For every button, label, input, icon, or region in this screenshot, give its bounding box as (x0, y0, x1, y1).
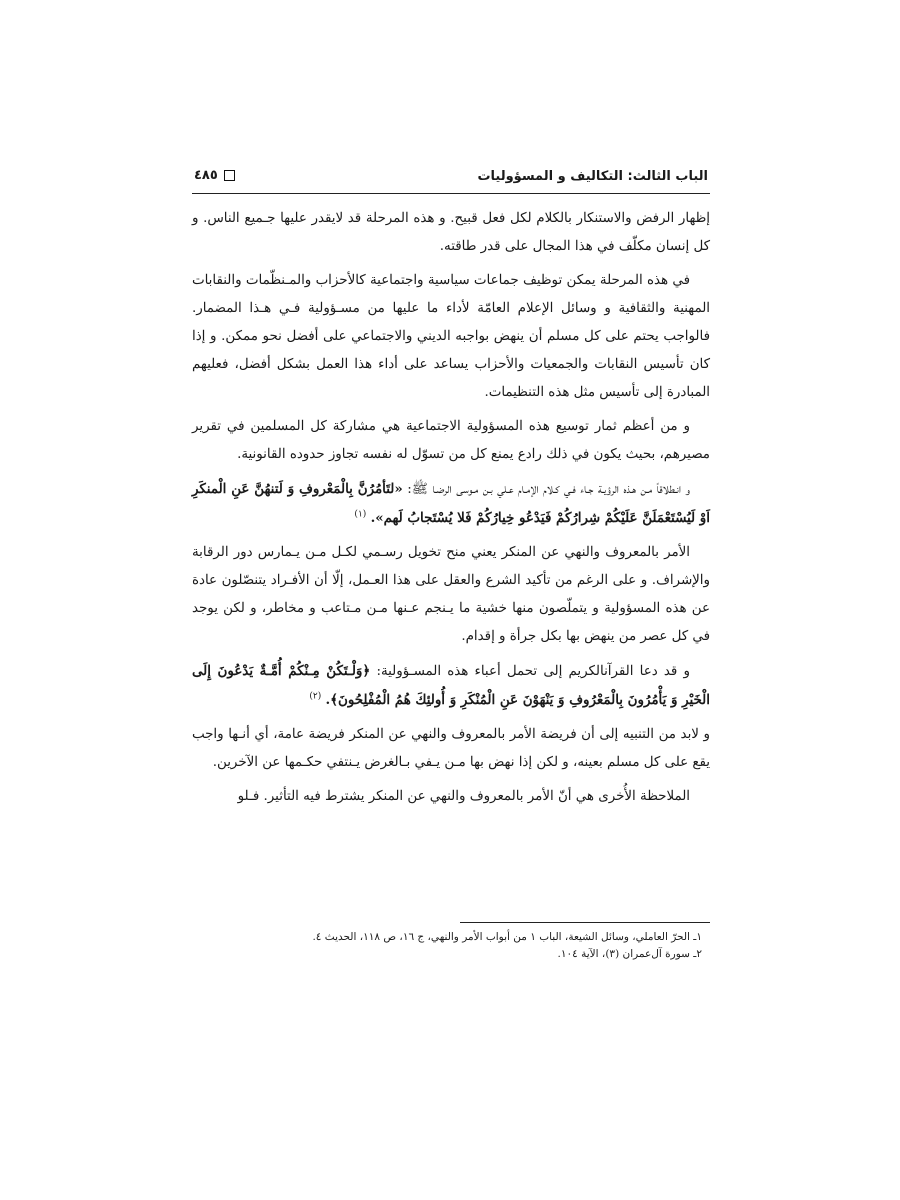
chapter-title: الباب الثالث: التكاليف و المسؤوليات (477, 169, 708, 184)
page-number: ٤٨٥ (194, 168, 218, 183)
footnote-ref: (٢) (309, 691, 322, 702)
paragraph: الملاحظة الأُخرى هي أنّ الأمر بالمعروف والنهي عن المنكر يشترط فيه التأثير. فـلو (237, 789, 690, 804)
hadith-quote: «لتَأمُرُنَّ بِالْمَعْروفِ وَ لَتنهُنَّ عَنِ الْمنكَرِ اَوْ لَيُسْتَعْمَلَنَّ عَلَيْكُمْ شِرارُكُمْ فَيَدْعُو خِيارُكُمْ فَلا يُسْتَجابُ لَهم». (192, 481, 710, 526)
quran-intro: و قد دعا القرآنالكريم إلى تحمل أعباء هذه المسـؤولية: (376, 664, 690, 679)
paragraph: و من أعظم ثمار توسيع هذه المسؤولية الاجتماعية هي مشاركة كل المسلمين في تقرير مصيرهم، بحيث يكون في ذلك رادع يمنع كل من تسوّل له نفسه تجاوز حدوده القانونية. (192, 419, 710, 462)
page-number-group (194, 168, 235, 183)
paragraph: إظهار الرفض والاستنكار بالكلام لكل فعل قبيح. و هذه المرحلة قد لايقدر عليها جـميع الناس. و كل إنسان مكلّف في هذا المجال على قدر طاقته. (192, 211, 710, 254)
paragraph: و لابد من التنبيه إلى أن فريضة الأمر بالمعروف والنهي عن المنكر فريضة عامة، أي أنـها واجب يقع على كل مسلم بعينه، و لكن إذا نهض بها مـن يـفي بـالغرض يـنتفي حكـمها عن الآخرين. (192, 727, 710, 770)
footnote-divider (460, 922, 710, 923)
quran-verse: ﴿وَلْـتَكُنْ مِـنْكُمْ أُمَّـةٌ يَدْعُونَ إِلَى الْخَيْرِ وَ يَأْمُرُونَ بِالْمَعْرُوفِ وَ يَنْهَوْنَ عَنِ الْمُنْكَرِ وَ أُولئِكَ هُمُ الْمُفْلِحُونَ﴾. (192, 663, 710, 708)
square-icon (224, 170, 235, 181)
main-text (192, 205, 710, 817)
quran-paragraph (192, 657, 710, 715)
footnote: ٢ـ سورة آل‌عمران (٣)، الآية ١٠٤. (557, 948, 702, 960)
footnotes (192, 922, 710, 963)
quote-intro: و انـطلاقاً مـن هـذه الرؤيـة جـاء فـي كـلام الإمـام عـلي بـن مـوسى الرضـا ﷺ: (407, 482, 691, 497)
quote-paragraph (192, 475, 710, 533)
page-header (192, 163, 710, 194)
paragraph: الأمر بالمعروف والنهي عن المنكر يعني منح تخويل رسـمي لكـل مـن يـمارس دور الرقابة والإشراف. و على الرغم من تأكيد الشرع والعقل على هذا العـمل، إلّا أن الأفـراد يتنصّلون عادة عن هذه المسؤولية و يتملّصون منها خشية ما يـنجم عـنها مـن مـتاعب و مخاطر، و لكن يوجد في كل عصر من ينهض بها بكل جرأة و إقدام. (192, 545, 710, 644)
footnote: ١ـ الحرّ العاملي، وسائل الشيعة، الباب ١ من أبواب الأمر والنهي، ج ١٦، ص ١١٨، الحديث ٤. (312, 931, 702, 943)
paragraph: في هذه المرحلة يمكن توظيف جماعات سياسية واجتماعية كالأحزاب والمـنظّمات والنقابات المهنية والثقافية و وسائل الإعلام العامّة لأداء ما عليها من مسـؤولية فـي هـذا المضمار. فالواجب يحتم على كل مسلم أن ينهض بواجبه الديني والاجتماعي على أفضل نحو ممكن. و إذا كان تأسيس النقابات والجمعيات والأحزاب يساعد على أداء هذا العمل بشكل أفضل، فعليهم المبادرة إلى تأسيس مثل هذه التنظيمات. (192, 273, 710, 400)
footnote-ref: (١) (354, 509, 367, 520)
